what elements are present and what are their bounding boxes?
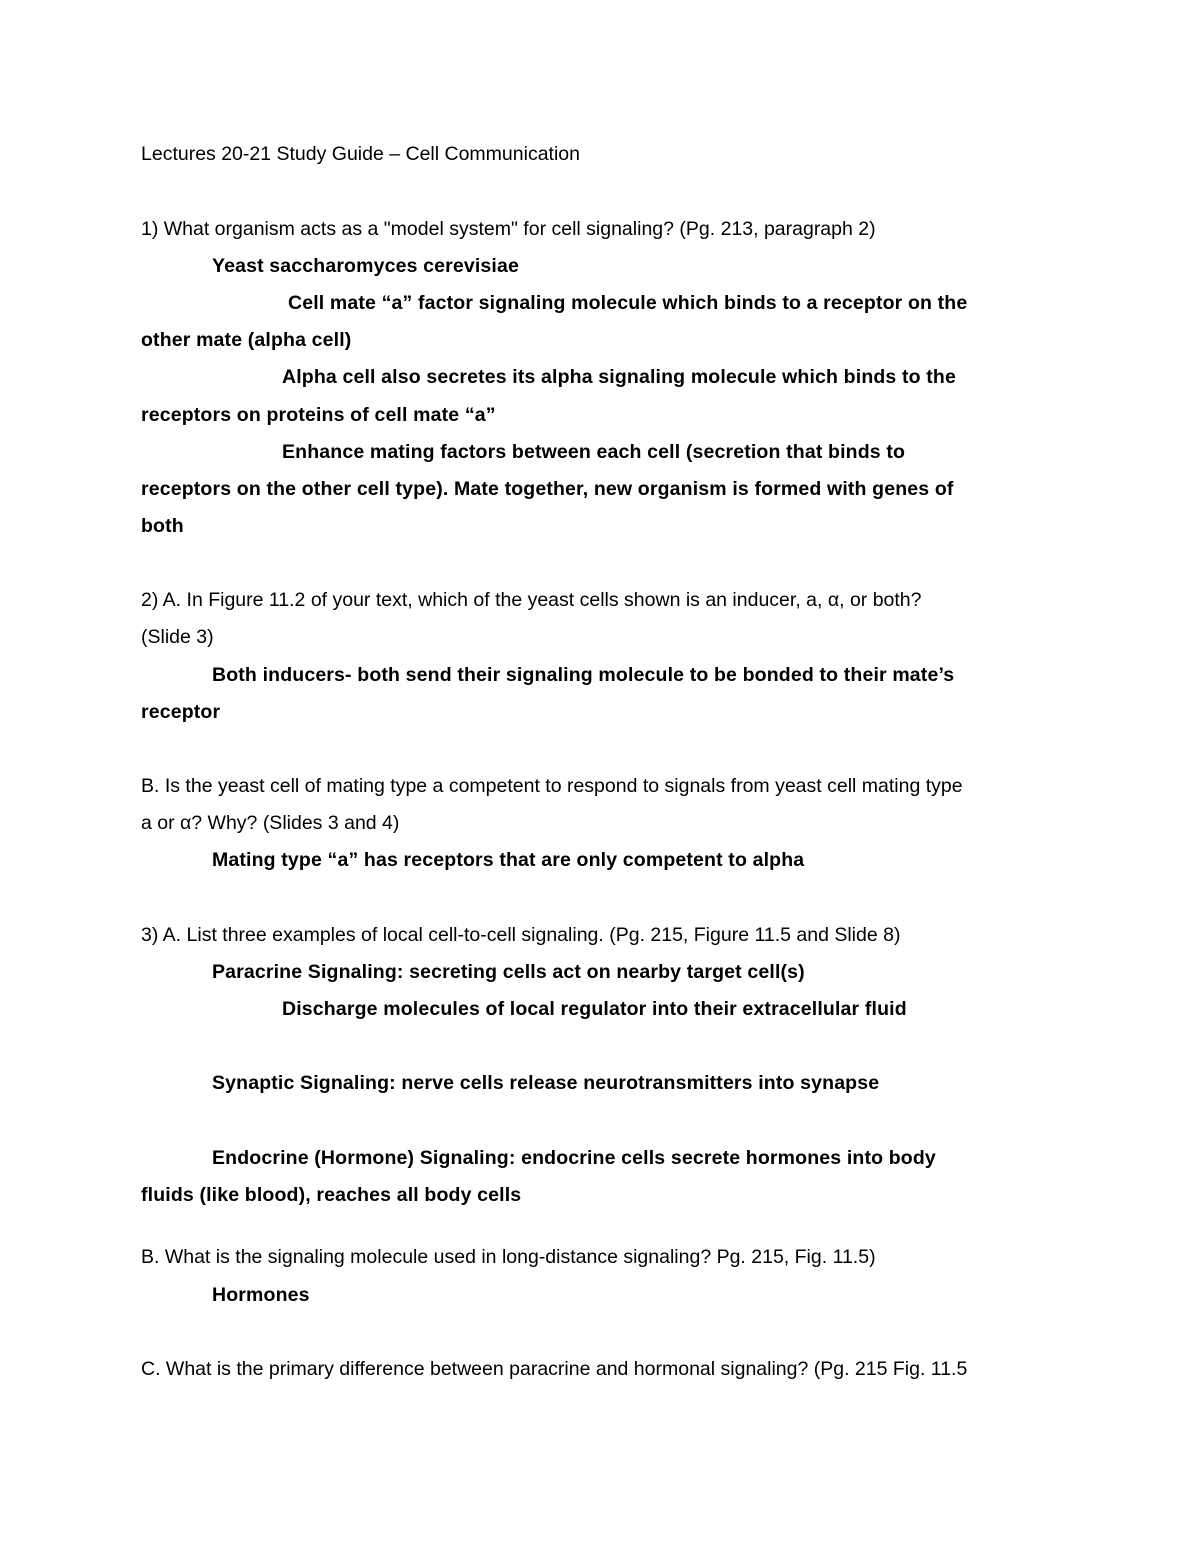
answer-3a-line-4: Endocrine (Hormone) Signaling: endocrine cells secrete hormones into body — [212, 1147, 936, 1169]
question-2b-line-1: B. Is the yeast cell of mating type a competent to respond to signals from yeast cell mating type — [141, 775, 963, 797]
answer-1-line-6: Enhance mating factors between each cell (secretion that binds to — [282, 441, 906, 463]
answer-1-line-7: receptors on the other cell type). Mate together, new organism is formed with genes of — [141, 478, 954, 500]
answer-2b-line-1: Mating type “a” has receptors that are only competent to alpha — [212, 849, 805, 871]
answer-1-line-1: Yeast saccharomyces cerevisiae — [212, 255, 519, 277]
answer-3a-line-3: Synaptic Signaling: nerve cells release neurotransmitters into synapse — [212, 1072, 880, 1094]
question-3b: B. What is the signaling molecule used in long-distance signaling? Pg. 215, Fig. 11.5) — [141, 1246, 876, 1268]
question-2a-line-1: 2) A. In Figure 11.2 of your text, which of the yeast cells shown is an inducer, a, α, or both? — [141, 589, 922, 611]
answer-3a-line-2: Discharge molecules of local regulator into their extracellular fluid — [282, 998, 907, 1020]
answer-3b-line-1: Hormones — [212, 1284, 310, 1306]
question-1: 1) What organism acts as a "model system" for cell signaling? (Pg. 213, paragraph 2) — [141, 218, 876, 240]
answer-3a-line-1: Paracrine Signaling: secreting cells act on nearby target cell(s) — [212, 961, 805, 983]
answer-1-line-5: receptors on proteins of cell mate “a” — [141, 404, 496, 426]
answer-1-line-2: Cell mate “a” factor signaling molecule which binds to a receptor on the — [288, 292, 968, 314]
answer-1-line-4: Alpha cell also secretes its alpha signaling molecule which binds to the — [282, 366, 956, 388]
question-2a-line-2: (Slide 3) — [141, 626, 214, 648]
answer-1-line-3: other mate (alpha cell) — [141, 329, 352, 351]
question-3a: 3) A. List three examples of local cell-to-cell signaling. (Pg. 215, Figure 11.5 and Slide 8) — [141, 924, 901, 946]
question-2b-line-2: a or α? Why? (Slides 3 and 4) — [141, 812, 400, 834]
answer-3a-line-5: fluids (like blood), reaches all body cells — [141, 1184, 522, 1206]
answer-2a-line-1: Both inducers- both send their signaling molecule to be bonded to their mate’s — [212, 664, 955, 686]
question-3c: C. What is the primary difference between paracrine and hormonal signaling? (Pg. 215 Fig. 11.5 — [141, 1358, 968, 1380]
answer-2a-line-2: receptor — [141, 701, 221, 723]
answer-1-line-8: both — [141, 515, 184, 537]
document-title: Lectures 20-21 Study Guide – Cell Communication — [141, 143, 580, 165]
